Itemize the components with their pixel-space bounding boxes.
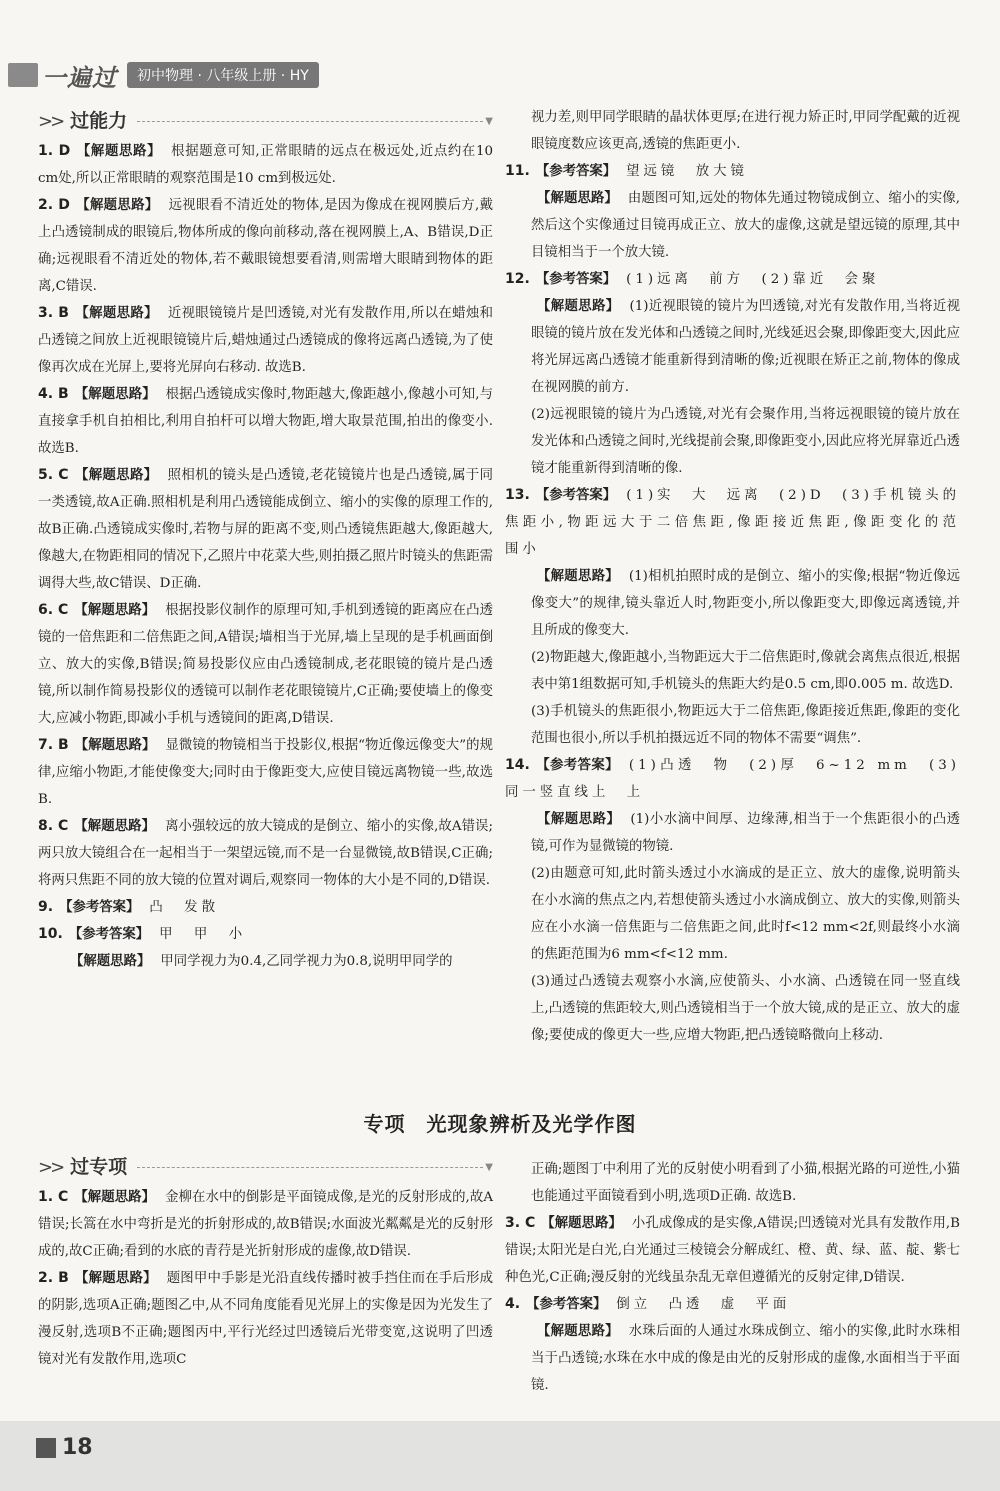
answer-item [505,185,960,266]
answer-item [505,1291,960,1318]
question-number: 7. B [38,737,69,753]
question-number: 11. [505,163,530,179]
item-tag: 【解题思路】 [70,954,151,969]
question-number: 4. B [38,386,69,402]
item-tag: 【参考答案】 [526,1297,607,1312]
item-text: (1)近视眼镜的镜片为凹透镜,对光有发散作用,当将近视眼镜的镜片放在发光体和凸透镜之间时,光线延迟会聚,即像距变大,因此应将光屏远离凸透镜才能重新得到清晰的像;近视眼在矫正之前,物体的像成在视网膜的前方. [531,299,961,395]
left-column-top [38,104,493,975]
section-divider [137,121,483,122]
brand-icon [8,63,38,87]
question-number: 2. B [38,1270,69,1286]
double-arrow-icon: >> [38,1156,63,1178]
answer-item [38,381,493,462]
question-number: 9. [38,899,54,915]
item-tag: 【解题思路】 [74,603,156,618]
question-number: 10. [38,926,63,942]
answer-item [505,104,960,158]
answer-item [505,266,960,293]
section-header-special [38,1150,493,1184]
item-text: 题图甲中手影是光沿直线传播时被手挡住而在手后形成的阴影,选项A正确;题图乙中,从不同角度能看见光屏上的实像是因为光发生了漫反射,选项B不正确;题图丙中,平行光经过凹透镜后光带变宽,这说明了凹透镜对光有发散作用,选项C [38,1271,494,1367]
answer-item [505,1318,960,1399]
answer-item [38,732,493,813]
item-text: (1)实 大 远离 (2)D (3)手机镜头的焦距小,物距远大于二倍焦距,像距接近焦距,像距变化的范围小 [505,488,961,557]
answer-item [505,293,960,401]
item-tag: 【解题思路】 [74,387,156,402]
question-number: 2. D [38,197,70,213]
right-column-bottom [505,1156,960,1399]
item-text: 根据凸透镜成实像时,物距越大,像距越小,像越小可知,与直接拿手机自拍相比,利用自拍杆可以增大物距,增大取景范围,拍出的像变小. 故选B. [38,387,493,456]
answer-item [505,482,960,563]
item-tag: 【解题思路】 [74,819,156,834]
item-tag: 【解题思路】 [74,738,156,753]
item-text: 视力差,则甲同学眼睛的晶状体更厚;在进行视力矫正时,甲同学配戴的近视眼镜度数应该更高,透镜的焦距更小. [531,110,960,152]
answer-item [38,921,493,948]
item-text: 远视眼看不清近处的物体,是因为像成在视网膜后方,戴上凸透镜制成的眼镜后,物体所成的像向前移动,落在视网膜上,A、B错误,D正确;远视眼看不清近处的物体,若不戴眼镜想要看清,则需增大眼睛到物体的距离,C错误. [38,198,494,294]
item-text: 照相机的镜头是凸透镜,老花镜镜片也是凸透镜,属于同一类透镜,故A正确.照相机是利用凸透镜能成倒立、缩小的实像的原理工作的,故B正确.凸透镜成实像时,若物与屏的距离不变,则凸透镜焦距越大,像距越大,像越大,在物距相同的情况下,乙照片中花菜大些,则拍摄乙照片时镜头的焦距需调得大些,故C错误、D正确. [38,468,494,591]
answer-item [38,192,493,300]
answer-list [505,1156,960,1399]
section-title: 过专项 [70,1155,128,1178]
answer-list [38,138,493,975]
left-column-bottom [38,1150,493,1373]
answer-item [505,860,960,968]
question-number: 5. C [38,467,69,483]
page-number-text: 18 [62,1435,93,1460]
question-number: 1. D [38,143,71,159]
answer-item [38,813,493,894]
question-number: 8. C [38,818,69,834]
item-tag: 【参考答案】 [59,900,140,915]
answer-item [38,1184,493,1265]
item-tag: 【解题思路】 [537,299,620,314]
section-header-ability [38,104,493,138]
item-text: (2)物距越大,像距越小,当物距远大于二倍焦距时,像就会离焦点很近,根据表中第1组数据可知,手机镜头的焦距大约是0.5 cm,即0.005 m. 故选D. [531,650,960,692]
page-footer [0,1421,1000,1491]
question-number: 6. C [38,602,69,618]
item-text: (2)远视眼镜的镜片为凸透镜,对光有会聚作用,当将远视眼镜的镜片放在发光体和凸透镜之间时,光线提前会聚,即像距变小,因此应将光屏靠近凸透镜才能重新得到清晰的像. [531,407,960,476]
item-tag: 【参考答案】 [535,272,617,287]
item-text: (1)远离 前方 (2)靠近 会聚 [626,272,880,287]
page-number [36,1435,93,1460]
item-tag: 【参考答案】 [535,758,619,773]
answer-item [505,752,960,806]
answer-item [38,948,493,975]
topic-title: 专项 光现象辨析及光学作图 [363,1112,637,1136]
item-text: 根据题意可知,正常眼睛的远点在极远处,近点约在10 cm处,所以正常眼睛的观察范围是10 cm到极远处. [38,144,493,186]
answer-item [505,1156,960,1210]
item-text: 倒立 凸透 虚 平面 [616,1297,791,1312]
item-text: 甲 甲 小 [159,927,247,942]
item-tag: 【解题思路】 [75,198,159,213]
item-text: 水珠后面的人通过水珠成倒立、缩小的实像,此时水珠相当于凸透镜;水珠在水中成的像是由光的反射形成的虚像,水面相当于平面镜. [531,1324,960,1393]
item-tag: 【解题思路】 [541,1216,622,1231]
answer-item [505,968,960,1049]
triangle-icon: ▼ [485,115,493,127]
item-text: (1)凸透 物 (2)厚 6~12 mm (3)同一竖直线上 上 [505,758,960,800]
item-text: 近视眼镜镜片是凹透镜,对光有发散作用,所以在蜡烛和凸透镜之间放上近视眼镜镜片后,蜡烛通过凸透镜成的像将远离凸透镜,为了使像再次成在光屏上,要将光屏向右移动. 故选B. [38,306,493,375]
item-text: (2)由题意可知,此时箭头透过小水滴成的是正立、放大的虚像,说明箭头在小水滴的焦点之内,若想使箭头透过小水滴成倒立、放大的实像,则箭头应在小水滴一倍焦距与二倍焦距之间,此时f<12 mm<2f,则最终小水滴的焦距范围为6 mm<f<12 mm. [531,866,960,962]
answer-item [505,806,960,860]
section-divider [137,1167,483,1168]
item-tag: 【解题思路】 [74,306,158,321]
question-number: 3. C [505,1215,536,1231]
item-text: (3)通过凸透镜去观察小水滴,应使箭头、小水滴、凸透镜在同一竖直线上,凸透镜的焦距较大,则凸透镜相当于一个放大镜,成的是正立、放大的虚像;要使成的像更大一些,应增大物距,把凸透镜略微向上移动. [531,974,960,1043]
answer-item [505,401,960,482]
item-tag: 【解题思路】 [537,812,621,827]
item-text: 望远镜 放大镜 [626,164,748,179]
section-title: 过能力 [70,109,128,132]
item-text: 小孔成像成的是实像,A错误;凹透镜对光具有发散作用,B错误;太阳光是白光,白光通过三棱镜会分解成红、橙、黄、绿、蓝、靛、紫七种色光,C正确;漫反射的光线虽杂乱无章但遵循光的反射定律,D错误. [505,1216,960,1285]
answer-item [38,138,493,192]
question-number: 12. [505,271,530,287]
question-number: 1. C [38,1189,69,1205]
page-header [8,62,319,92]
double-arrow-icon: >> [38,110,63,132]
brand-name: 一遍过 [42,63,117,92]
item-text: 金柳在水中的倒影是平面镜成像,是光的反射形成的,故A错误;长篙在水中弯折是光的折射形成的,故B错误;水面波光粼粼是光的反射形成的,故C正确;看到的水底的青荇是光折射形成的虚像,故D错误. [38,1190,493,1259]
item-text: 甲同学视力为0.4,乙同学视力为0.8,说明甲同学的 [160,954,453,969]
answer-list [38,1184,493,1373]
item-tag: 【参考答案】 [535,164,617,179]
answer-item [38,597,493,732]
triangle-icon: ▼ [485,1161,493,1173]
item-tag: 【参考答案】 [535,488,617,503]
item-tag: 【解题思路】 [74,468,158,483]
question-number: 13. [505,487,530,503]
item-text: 根据投影仪制作的原理可知,手机到透镜的距离应在凸透镜的一倍焦距和二倍焦距之间,A错误;墙相当于光屏,墙上呈现的是手机画面倒立、放大的实像,B错误;简易投影仪应由凸透镜制成,老花眼镜的镜片是凸透镜,所以制作简易投影仪的透镜可以制作老花眼镜镜片,C正确;要使墙上的像变大,应减小物距,即减小手机与透镜间的距离,D错误. [38,603,493,726]
answer-item [505,158,960,185]
answer-item [38,462,493,597]
item-tag: 【解题思路】 [537,191,618,206]
item-text: 凸 发散 [149,900,219,915]
answer-item [38,1265,493,1373]
item-text: 由题图可知,远处的物体先通过物镜成倒立、缩小的实像,然后这个实像通过目镜再成正立、放大的虚像,这就是望远镜的原理,其中目镜相当于一个放大镜. [531,191,961,260]
answer-item [505,644,960,698]
answer-item [505,698,960,752]
brand-logo [8,58,117,93]
question-number: 14. [505,757,530,773]
answer-list [505,104,960,1049]
item-tag: 【解题思路】 [74,1271,157,1286]
answer-item [505,563,960,644]
item-text: 正确;题图丁中利用了光的反射使小明看到了小猫,根据光路的可逆性,小猫也能通过平面镜看到小明,选项D正确. 故选B. [531,1162,960,1204]
item-tag: 【解题思路】 [537,569,619,584]
item-text: 离小强较远的放大镜成的是倒立、缩小的实像,故A错误;两只放大镜组合在一起相当于一架望远镜,而不是一台显微镜,故B错误,C正确;将两只焦距不同的放大镜的位置对调后,观察同一物体的大小是不同的,D错误. [38,819,494,888]
item-tag: 【参考答案】 [68,927,150,942]
book-subtitle: 初中物理 · 八年级上册 · HY [127,62,319,88]
item-text: (3)手机镜头的焦距很小,物距远大于二倍焦距,像距接近焦距,像距的变化范围也很小,所以手机拍摄远近不同的物体不需要“调焦”. [531,704,960,746]
item-text: (1)相机拍照时成的是倒立、缩小的实像;根据“物近像远像变大”的规律,镜头靠近人时,物距变小,所以像距变大,即像远离透镜,并且所成的像变大. [531,569,960,638]
answer-item [38,894,493,921]
item-tag: 【解题思路】 [537,1324,619,1339]
square-icon [36,1438,56,1458]
item-tag: 【解题思路】 [76,144,162,159]
item-text: (1)小水滴中间厚、边缘薄,相当于一个焦距很小的凸透镜,可作为显微镜的物镜. [531,812,960,854]
item-tag: 【解题思路】 [74,1190,156,1205]
question-number: 4. [505,1296,521,1312]
answer-item [38,300,493,381]
answer-item [505,1210,960,1291]
item-text: 显微镜的物镜相当于投影仪,根据“物近像远像变大”的规律,应缩小物距,才能使像变大;同时由于像距变大,应使目镜远离物镜一些,故选B. [38,738,493,807]
right-column-top [505,104,960,1049]
question-number: 3. B [38,305,69,321]
